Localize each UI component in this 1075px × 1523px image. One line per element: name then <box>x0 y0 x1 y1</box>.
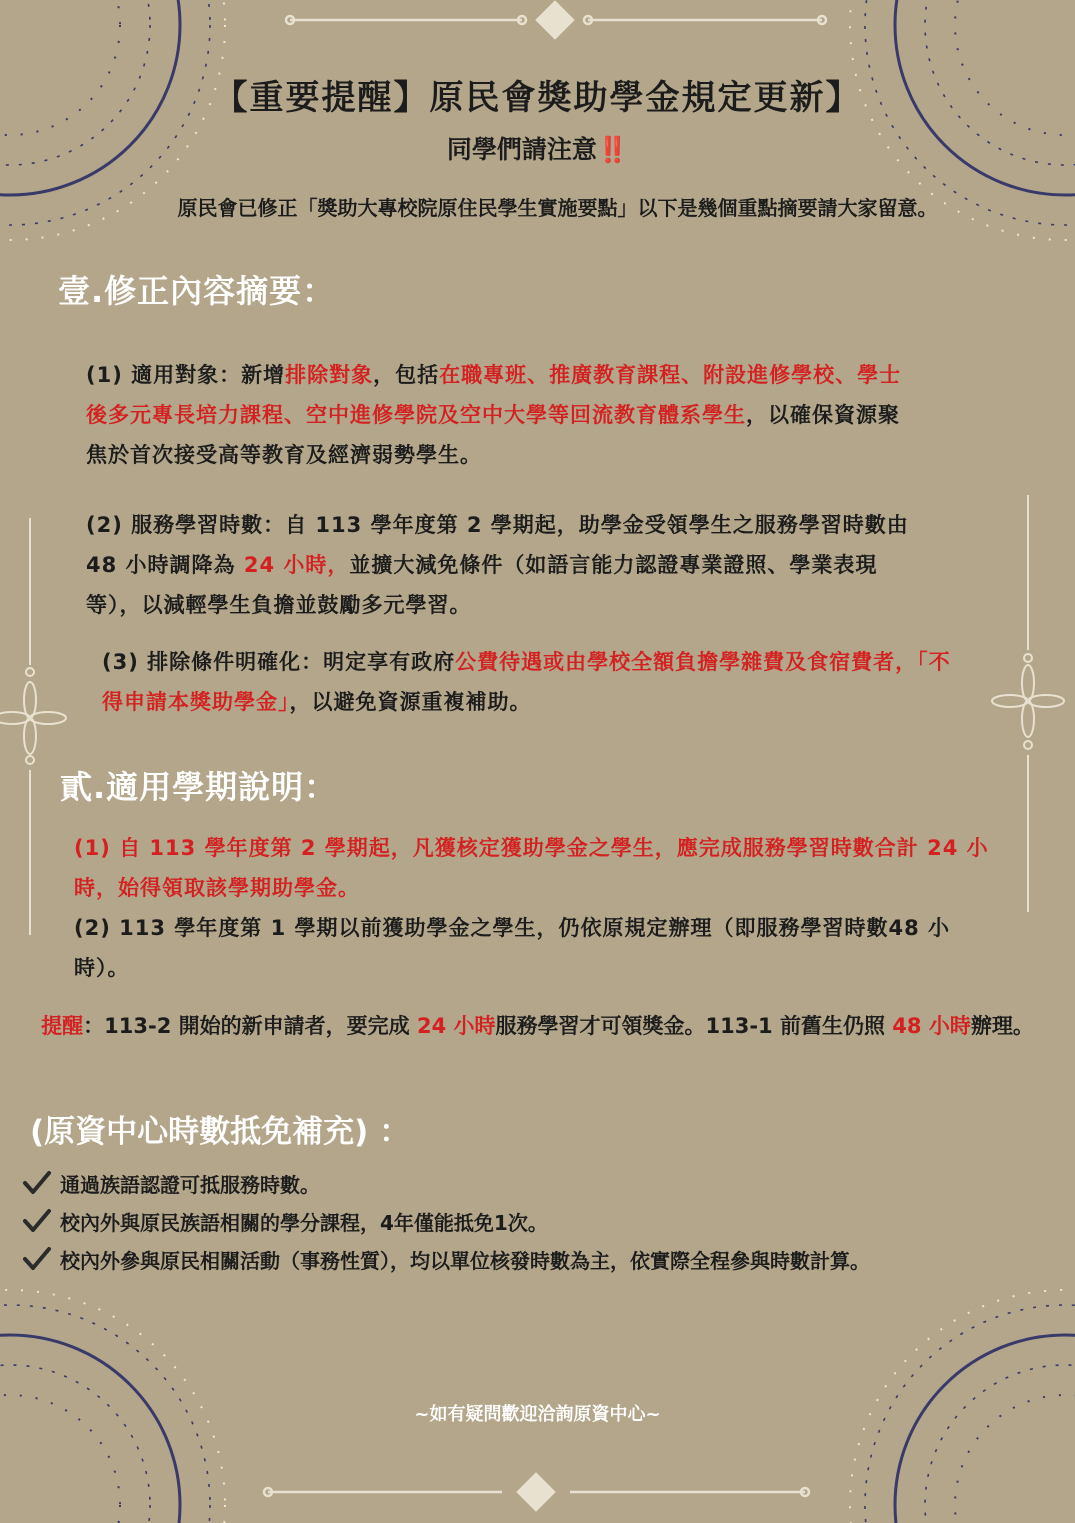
checkmark-icon <box>22 1245 52 1273</box>
diamond-divider-bottom <box>264 1474 809 1510</box>
reminder-label: 提醒 <box>41 1014 84 1038</box>
diamond-divider-top <box>286 2 826 38</box>
section1-item2: (2) 服務學習時數：自 113 學年度第 2 學期起，助學金受領學生之服務學習時數由 48 小時調降為 24 小時，並擴大減免條件（如語言能力認證專業證照、學業表現等），以減輕學生負擔並鼓勵多元學習。 <box>86 513 909 617</box>
page-title: 【重要提醒】原民會獎助學金規定更新】 <box>213 78 862 118</box>
checkmark-icon <box>22 1169 52 1197</box>
supplement-list <box>22 1164 1067 1278</box>
intro-text: 原民會已修正「獎助大專校院原住民學生實施要點」以下是幾個重點摘要請大家留意。 <box>177 196 938 220</box>
subtitle <box>0 130 1075 166</box>
supplement-heading: (原資中心時數抵免補充) ： <box>30 1114 411 1150</box>
subtitle-text: 同學們請注意 <box>446 135 597 164</box>
checkmark-icon <box>22 1207 52 1235</box>
corner-arc-bottom-right <box>895 1335 1075 1523</box>
section1-heading: 壹.修正內容摘要： <box>58 272 336 310</box>
list-item: 校內外參與原民相關活動（事務性質），均以單位核發時數為主，依實際全程參與時數計算。 <box>22 1240 1067 1278</box>
knot-ornament-left <box>0 682 66 754</box>
section2-item2: (2) 113 學年度第 1 學期以前獲助學金之學生，仍依原規定辦理（即服務學習時數48 小時）。 <box>74 916 951 980</box>
reminder-note: 提醒：113-2 開始的新申請者，要完成 24 小時服務學習才可領獎金。113-1 前舊生仍照 48 小時辦理。 <box>41 1014 1034 1038</box>
section1-item3: (3) 排除條件明確化：明定享有政府公費待遇或由學校全額負擔學雜費及食宿費者，「不得申請本獎助學金」，以避免資源重複補助。 <box>102 650 951 714</box>
section1-item1: (1) 適用對象：新增排除對象，包括在職專班、推廣教育課程、附設進修學校、學士後多元專長培力課程、空中進修學院及空中大學等回流教育體系學生，以確保資源聚焦於首次接受高等教育及經濟弱勢學生。 <box>86 363 902 467</box>
corner-arc-bottom-left <box>0 1335 180 1523</box>
knot-ornament-right <box>992 665 1064 737</box>
list-item: 通過族語認證可抵服務時數。 <box>22 1164 1067 1202</box>
footer-contact: ~如有疑問歡迎洽詢原資中心~ <box>414 1404 661 1425</box>
section2-item1: (1) 自 113 學年度第 2 學期起，凡獲核定獲助學金之學生，應完成服務學習時數合計 24 小時，始得領取該學期助學金。 <box>74 836 989 900</box>
section2-heading: 貳.適用學期說明： <box>60 768 338 806</box>
double-exclamation-icon: ‼️ <box>596 135 629 164</box>
list-item: 校內外與原民族語相關的學分課程，4年僅能抵免1次。 <box>22 1202 1067 1240</box>
